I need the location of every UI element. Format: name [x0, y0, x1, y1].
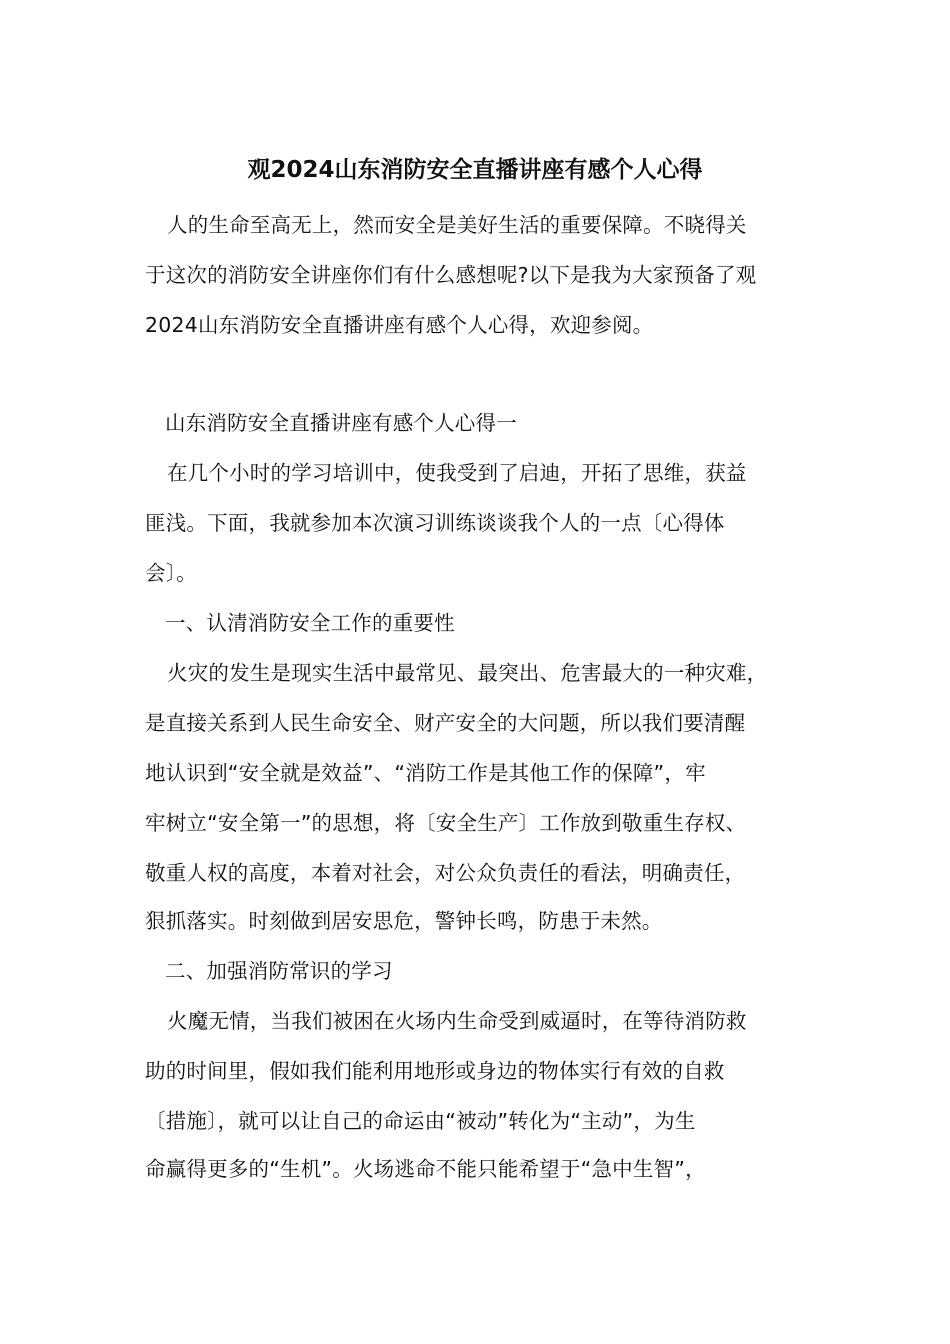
intro-line: 于这次的消防安全讲座你们有什么感想呢?以下是我为大家预备了观 — [145, 263, 757, 287]
document-title: 观2024山东消防安全直播讲座有感个人心得 — [247, 157, 703, 183]
para2-line: 火灾的发生是现实生活中最常见、最突出、危害最大的一种灾难， — [167, 661, 768, 685]
para2-line: 狠抓落实。时刻做到居安思危，警钟长鸣，防患于未然。 — [145, 909, 663, 933]
para3-line: 火魔无情，当我们被困在火场内生命受到威逼时，在等待消防救 — [167, 1009, 747, 1033]
para3-line: 助的时间里，假如我们能利用地形或身边的物体实行有效的自救 — [145, 1059, 725, 1083]
para1-line: 在几个小时的学习培训中，使我受到了启迪，开拓了思维，获益 — [167, 461, 747, 485]
para2-line: 牢树立“安全第一”的思想，将〔安全生产〕工作放到敬重生存权、 — [145, 811, 747, 835]
para2-line: 敬重人权的高度，本着对社会，对公众负责任的看法，明确责任， — [145, 861, 746, 885]
section-title: 山东消防安全直播讲座有感个人心得一 — [165, 411, 517, 435]
para1-line: 会〕。 — [145, 561, 197, 585]
heading-1: 一、认清消防安全工作的重要性 — [165, 611, 455, 635]
intro-line: 人的生命至高无上，然而安全是美好生活的重要保障。不晓得关 — [167, 213, 747, 237]
intro-line: 2024山东消防安全直播讲座有感个人心得，欢迎参阅。 — [145, 313, 654, 337]
para3-line: 〔措施〕，就可以让自己的命运由“被动”转化为“主动”，为生 — [145, 1109, 696, 1133]
para3-line: 命赢得更多的“生机”。火场逃命不能只能希望于“急中生智”， — [145, 1157, 706, 1181]
para2-line: 地认识到“安全就是效益”、“消防工作是其他工作的保障”，牢 — [145, 761, 706, 785]
heading-2: 二、加强消防常识的学习 — [165, 959, 393, 983]
para1-line: 匪浅。下面，我就参加本次演习训练谈谈我个人的一点〔心得体 — [145, 511, 725, 535]
para2-line: 是直接关系到人民生命安全、财产安全的大问题，所以我们要清醒 — [145, 711, 746, 735]
